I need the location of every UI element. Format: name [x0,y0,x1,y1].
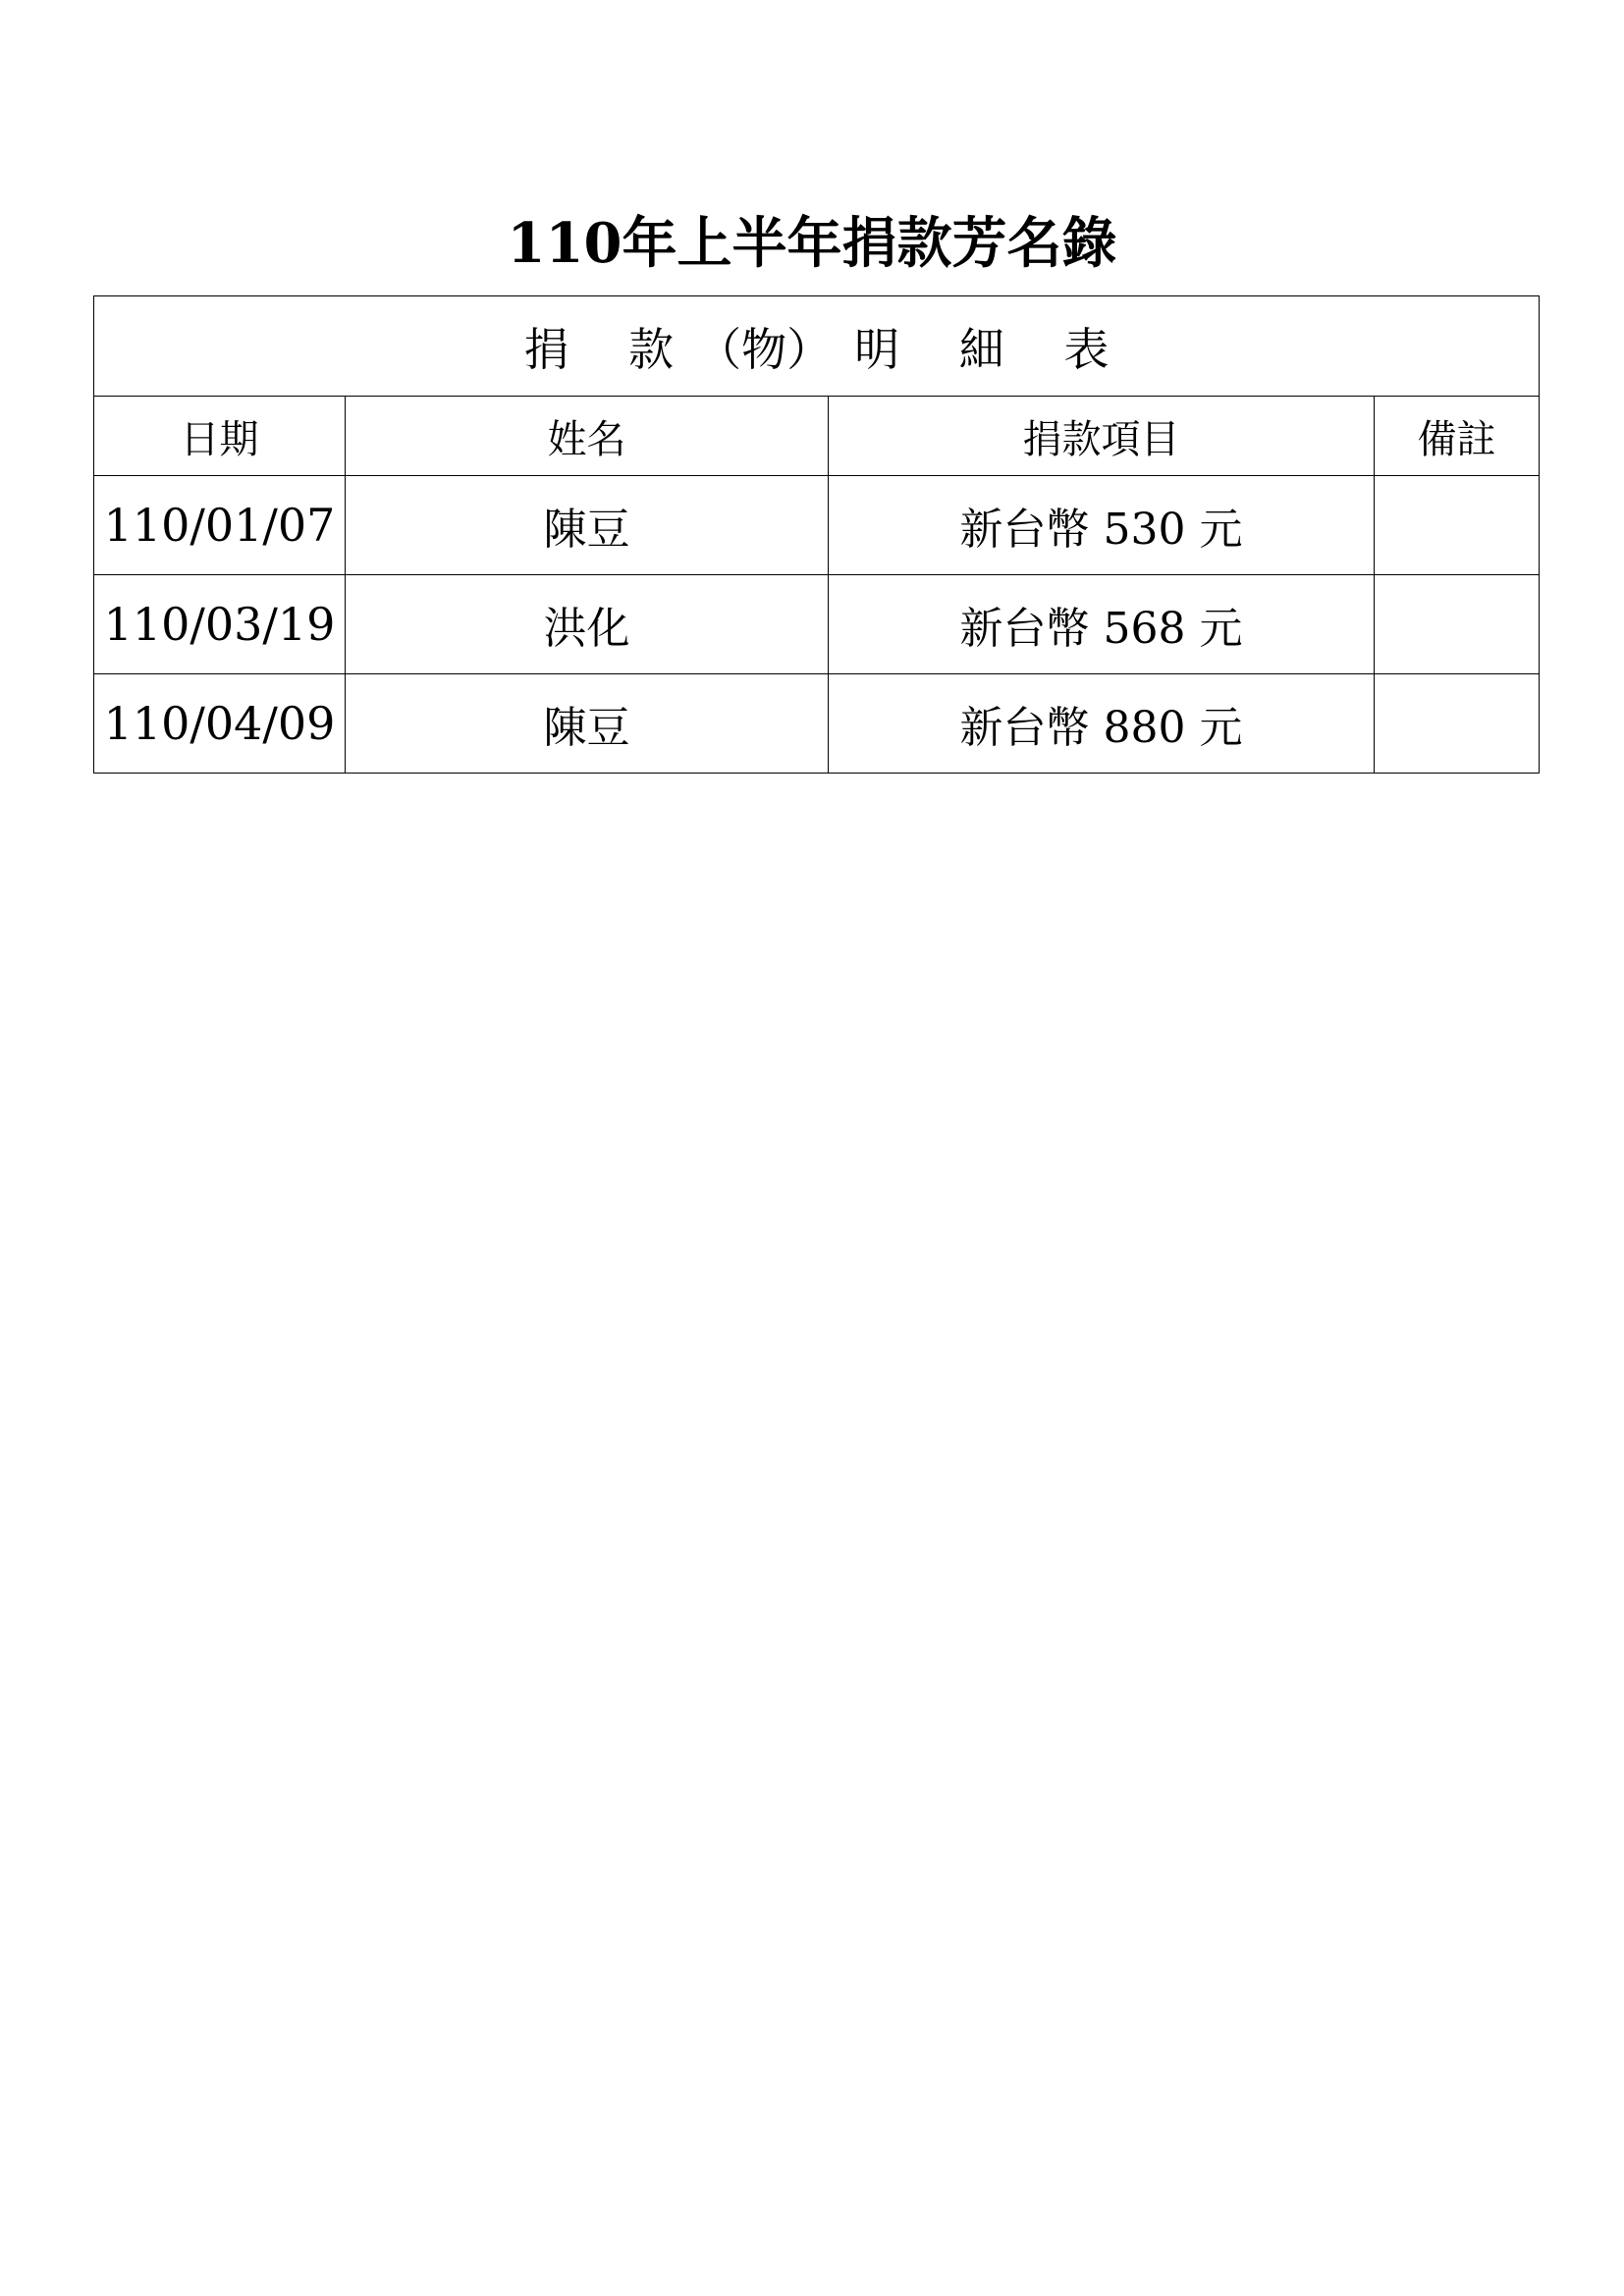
column-header-note: 備註 [1375,397,1540,476]
column-header-name: 姓名 [346,397,829,476]
table-caption-text: 捐 款 （物） 明 細 表 [523,322,1110,376]
row-name: 洪化 [346,575,829,674]
table-row [94,476,1540,575]
row-item: 新台幣 530 元 [829,476,1375,575]
column-header-date: 日期 [94,397,346,476]
table-header-row [94,397,1540,476]
row-note [1375,575,1540,674]
table-row [94,674,1540,774]
row-date: 110/04/09 [94,674,346,774]
row-item: 新台幣 880 元 [829,674,1375,774]
row-note [1375,476,1540,575]
table-caption-row [94,296,1540,397]
row-item: 新台幣 568 元 [829,575,1375,674]
column-header-item: 捐款項目 [829,397,1375,476]
row-name: 陳豆 [346,476,829,575]
row-date: 110/03/19 [94,575,346,674]
donation-table [93,295,1540,774]
row-note [1375,674,1540,774]
table-caption [94,296,1540,397]
row-date: 110/01/07 [94,476,346,575]
row-name: 陳豆 [346,674,829,774]
page-title: 110年上半年捐款芳名錄 [507,211,1117,276]
table-row [94,575,1540,674]
